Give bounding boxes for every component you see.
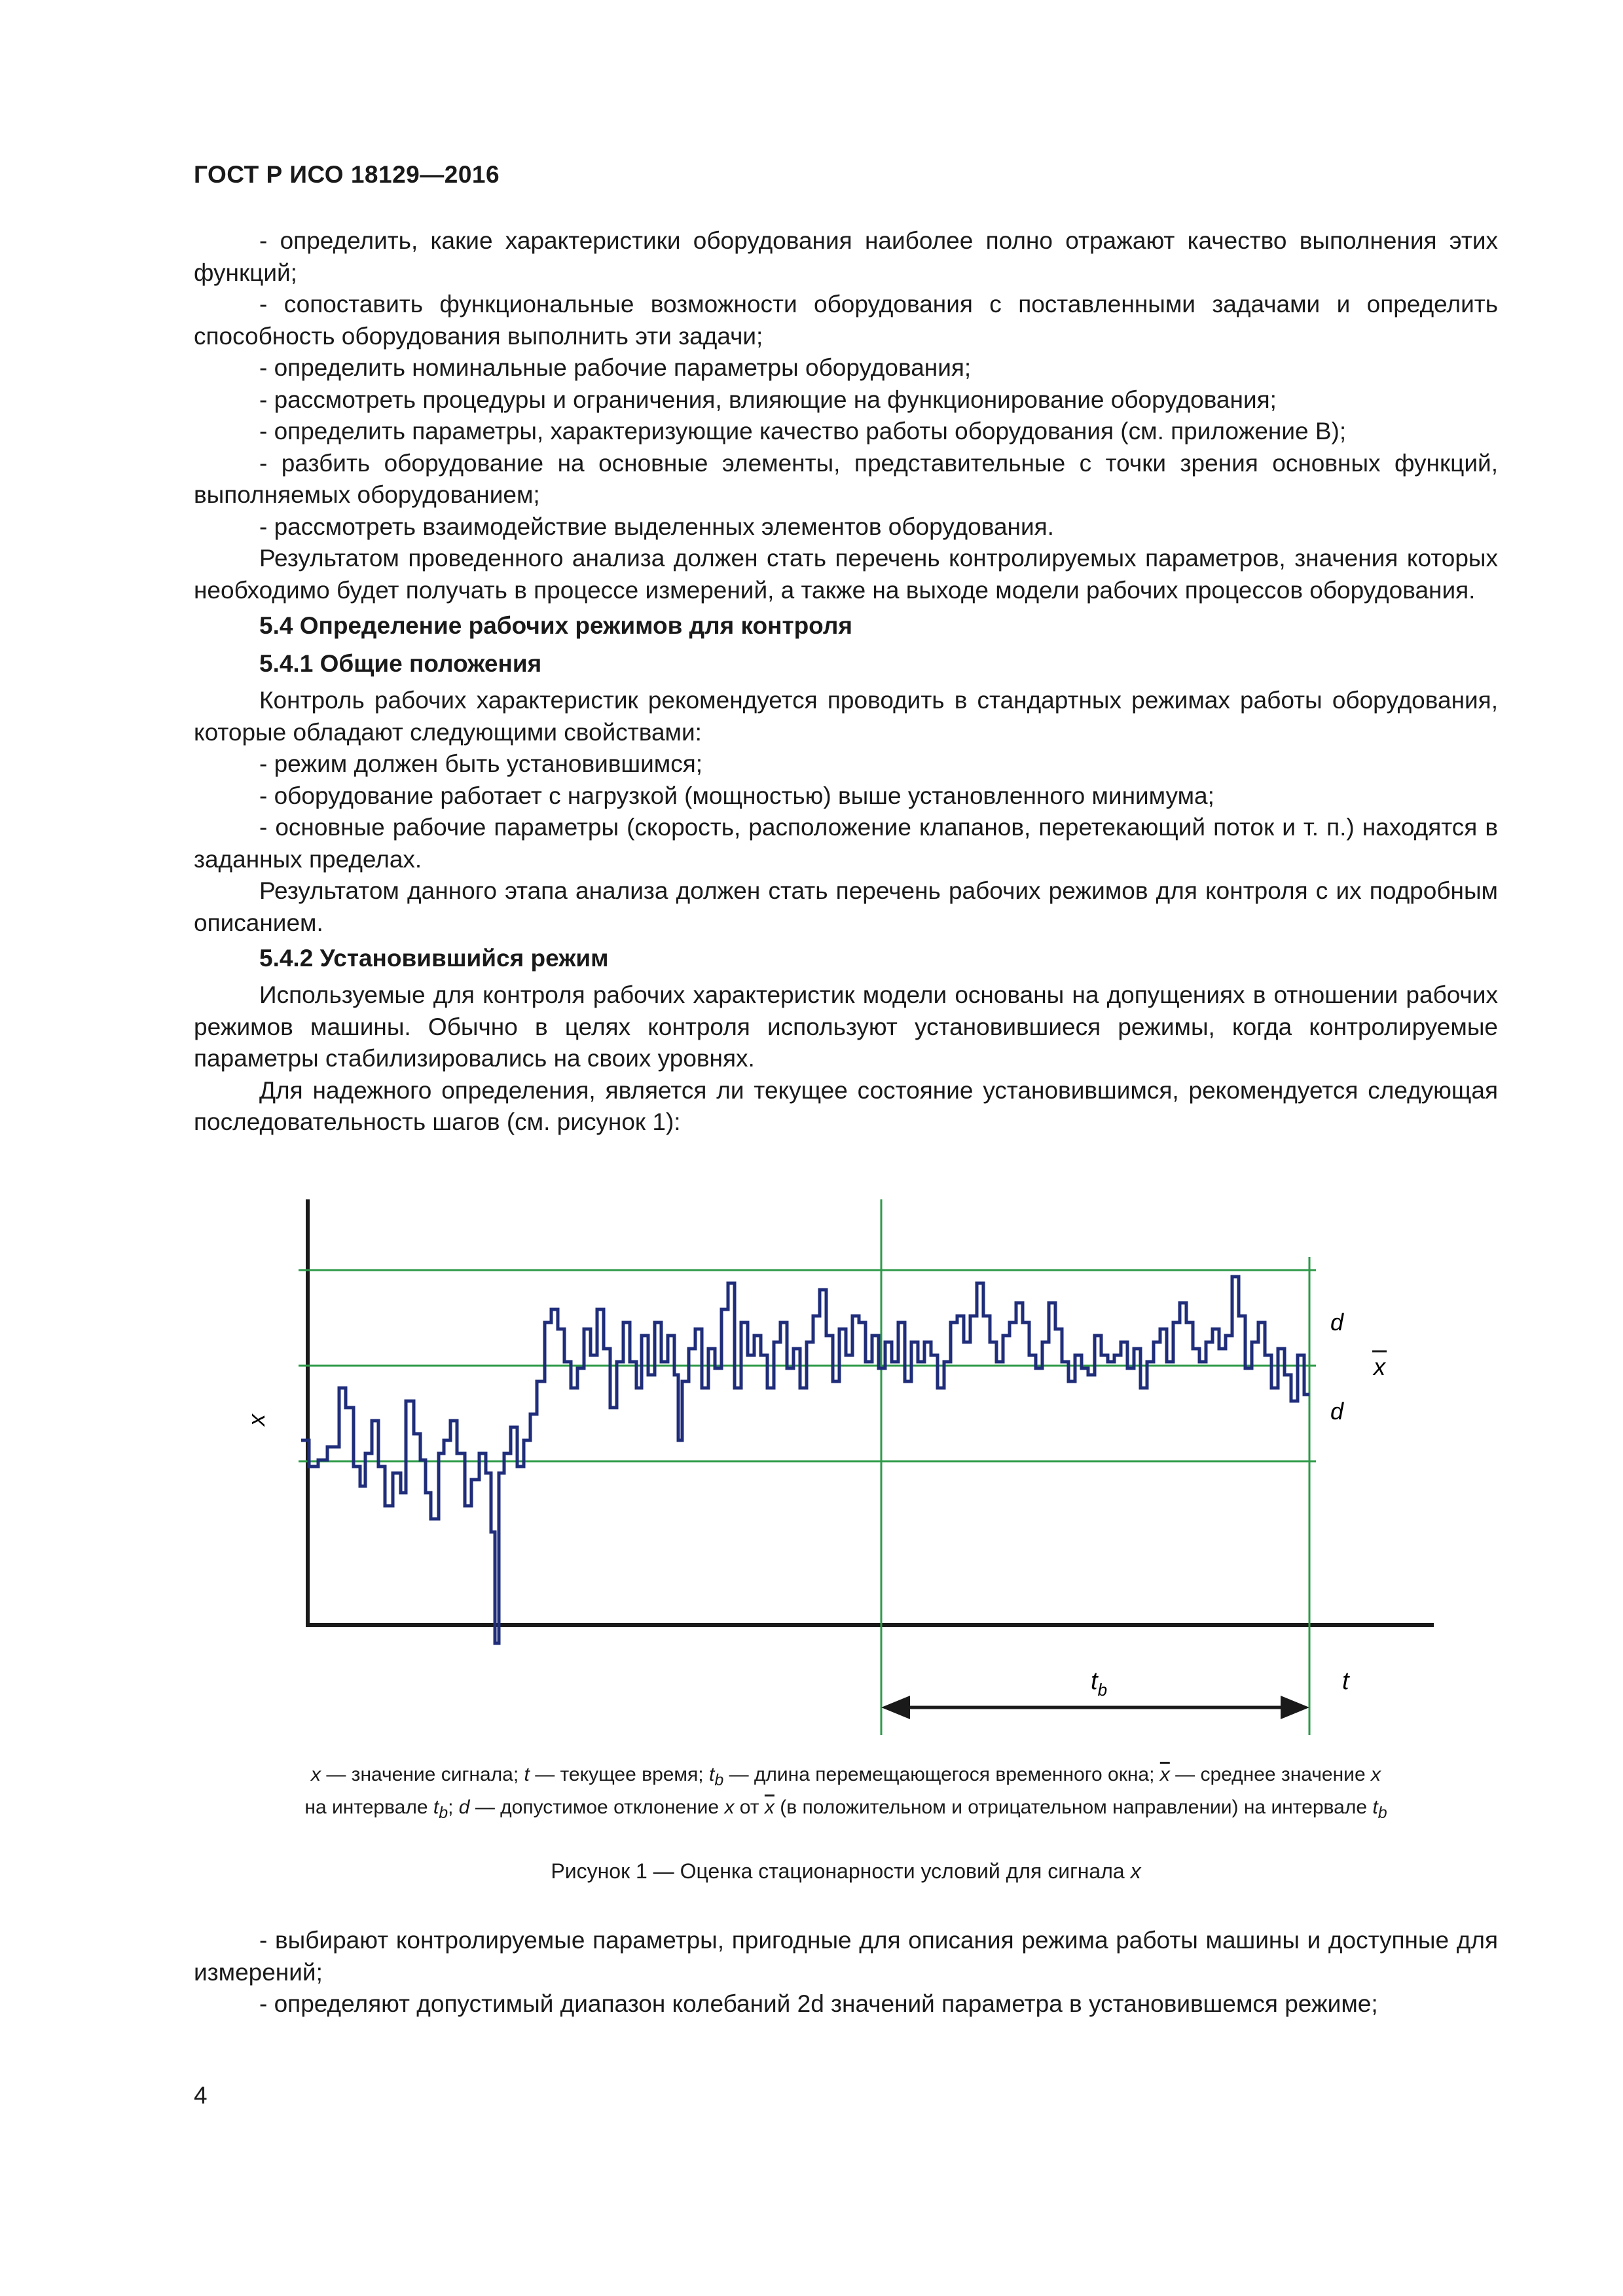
list-item: - определяют допустимый диапазон колебаний 2d значений параметра в установившемся режиме; (259, 1990, 1378, 2017)
section-heading-5-4-2: 5.4.2 Установившийся режим (259, 945, 609, 972)
figure-title: Рисунок 1 — Оценка стационарности условий для сигнала x (551, 1859, 1141, 1883)
section-heading-5-4: 5.4 Определение рабочих режимов для контроля (259, 612, 852, 639)
section-heading-5-4-1: 5.4.1 Общие положения (259, 650, 542, 677)
paragraph: Для надежного определения, является ли текущее состояние установившимся, рекомендуется следующая последовательность шагов (см. рисунок 1): (194, 1076, 1498, 1135)
window-label: $t_b$ (1091, 1667, 1108, 1700)
list-item: - рассмотреть взаимодействие выделенных элементов оборудования. (259, 513, 1054, 540)
arrow-right-head (1281, 1696, 1309, 1719)
y-axis-label: x (243, 1414, 270, 1426)
list-item: - режим должен быть установившимся; (259, 750, 703, 777)
continued-list (194, 1925, 1498, 2020)
signal-line (301, 1277, 1309, 1643)
x-axis-label: t (1342, 1667, 1349, 1695)
list-item: - рассмотреть процедуры и ограничения, влияющие на функционирование оборудования; (259, 386, 1277, 413)
page-number: 4 (194, 2082, 208, 2109)
list-item: - определить параметры, характеризующие качество работы оборудования (см. приложение В); (259, 418, 1347, 445)
list-item: - разбить оборудование на основные элементы, представительные с точки зрения основных функций, выполняемых оборудованием; (194, 449, 1498, 508)
legend-line-1: x — значение сигнала; t — текущее время; $t_b$ — длина перемещающегося временного окна; $\overline{x}$ — среднее значение x (311, 1764, 1381, 1789)
stationarity-chart (243, 1192, 1480, 1755)
list-item: - оборудование работает с нагрузкой (мощностью) выше установленного минимума; (259, 782, 1214, 809)
paragraph: Результатом проведенного анализа должен стать перечень контролируемых параметров, значения которых необходимо будет получать в процессе измерений, а также на выходе модели рабочих процессов оборудования. (194, 545, 1498, 604)
paragraph: Результатом данного этапа анализа должен стать перечень рабочих режимов для контроля с их подробным описанием. (194, 877, 1498, 936)
lower-band-label: d (1330, 1398, 1344, 1425)
legend-line-2: на интервале $t_b$; d — допустимое отклонение x от $\overline{x}$ (в положительном и отрицательном направлении) на интервале $t_b$ (304, 1796, 1387, 1822)
list-item: - определить номинальные рабочие параметры оборудования; (259, 354, 972, 381)
paragraph: Контроль рабочих характеристик рекомендуется проводить в стандартных режимах работы оборудования, которые обладают следующими свойствами: (194, 687, 1498, 746)
list-item: - сопоставить функциональные возможности оборудования с поставленными задачами и определить способность оборудования выполнить эти задачи; (194, 291, 1498, 350)
figure-legend (194, 1761, 1498, 1827)
upper-band-label: d (1330, 1309, 1344, 1336)
figure-1 (243, 1192, 1480, 1758)
paragraph: Используемые для контроля рабочих характеристик модели основаны на допущениях в отношении рабочих режимов машины. Обычно в целях контроля используют установившиеся режимы, когда контролируемые параметры стабилизировались на своих уровнях. (194, 981, 1498, 1072)
mean-label: x (1374, 1353, 1385, 1380)
arrow-left-head (881, 1696, 910, 1719)
list-item: - выбирают контролируемые параметры, пригодные для описания режима работы машины и доступные для измерений; (194, 1927, 1498, 1986)
document-header: ГОСТ Р ИСО 18129—2016 (194, 161, 500, 188)
main-text (194, 225, 1498, 1139)
list-item: - определить, какие характеристики оборудования наиболее полно отражают качество выполнения этих функций; (194, 227, 1498, 286)
list-item: - основные рабочие параметры (скорость, расположение клапанов, перетекающий поток и т. п.) находятся в заданных пределах. (194, 814, 1498, 873)
